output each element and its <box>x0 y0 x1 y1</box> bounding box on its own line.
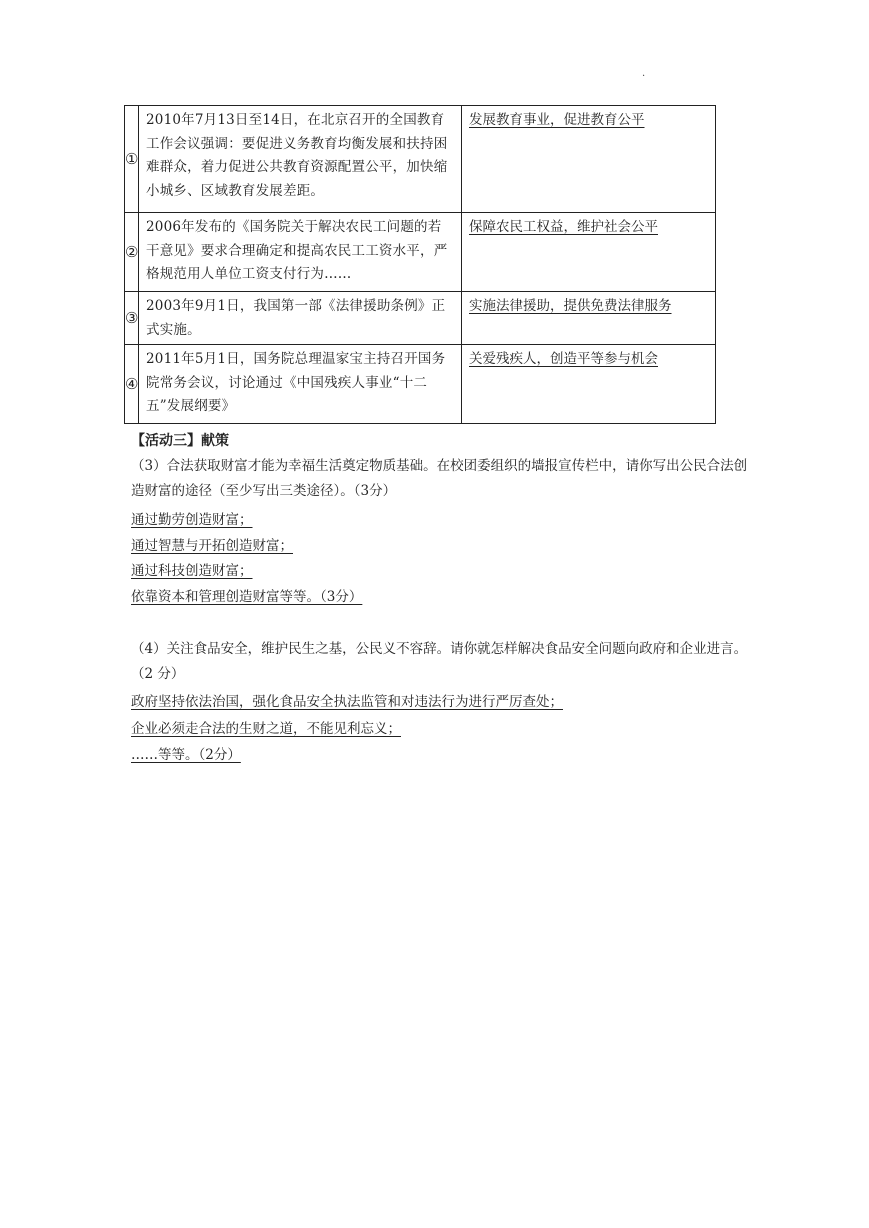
table-row <box>125 213 716 292</box>
event-description: 2010年7月13日至14日，在北京召开的全国教育工作会议强调：要促进义务教育均衡发展和扶持困难群众，着力促进公共教育资源配置公平，加快缩小城乡、区域教育发展差距。 <box>139 106 462 213</box>
event-answer: 保障农民工权益，维护社会公平 <box>469 219 658 235</box>
row-number: ① <box>125 106 139 213</box>
event-answer: 发展教育事业，促进教育公平 <box>469 112 645 128</box>
answer-line: 通过科技创造财富； <box>131 563 253 579</box>
event-answer: 关爱残疾人，创造平等参与机会 <box>469 351 658 367</box>
question-4: （4）关注食品安全，维护民生之基，公民义不容辞。请你就怎样解决食品安全问题向政府和企业进言。（2 分） <box>131 641 748 682</box>
answer-line: 政府坚持依法治国，强化食品安全执法监管和对违法行为进行严厉查处； <box>131 694 563 710</box>
header-mark: . <box>642 68 646 79</box>
row-number: ② <box>125 213 139 292</box>
event-description: 2011年5月1日，国务院总理温家宝主持召开国务院常务会议，讨论通过《中国残疾人事业“十二五”发展纲要》 <box>139 345 462 424</box>
table-row <box>125 292 716 345</box>
answer-line: 通过智慧与开拓创造财富； <box>131 538 293 554</box>
events-table <box>124 105 716 424</box>
event-description: 2003年9月1日，我国第一部《法律援助条例》正式实施。 <box>139 292 462 345</box>
table-row <box>125 345 716 424</box>
question-3: （3）合法获取财富才能为幸福生活奠定物质基础。在校团委组织的墙报宣传栏中，请你写出公民合法创造财富的途径（至少写出三类途径）。（3分） <box>131 458 748 499</box>
answer-line: 通过勤劳创造财富； <box>131 512 253 528</box>
answer-line: 企业必须走合法的生财之道，不能见利忘义； <box>131 721 401 737</box>
row-number: ③ <box>125 292 139 345</box>
answer-line: ……等等。（2分） <box>131 747 241 763</box>
event-description: 2006年发布的《国务院关于解决农民工问题的若干意见》要求合理确定和提高农民工工资水平，严格规范用人单位工资支付行为…… <box>139 213 462 292</box>
table-row <box>125 106 716 213</box>
activity-title: 【活动三】献策 <box>131 433 229 449</box>
answer-line: 依靠资本和管理创造财富等等。（3分） <box>131 589 363 605</box>
row-number: ④ <box>125 345 139 424</box>
event-answer: 实施法律援助，提供免费法律服务 <box>469 298 672 314</box>
